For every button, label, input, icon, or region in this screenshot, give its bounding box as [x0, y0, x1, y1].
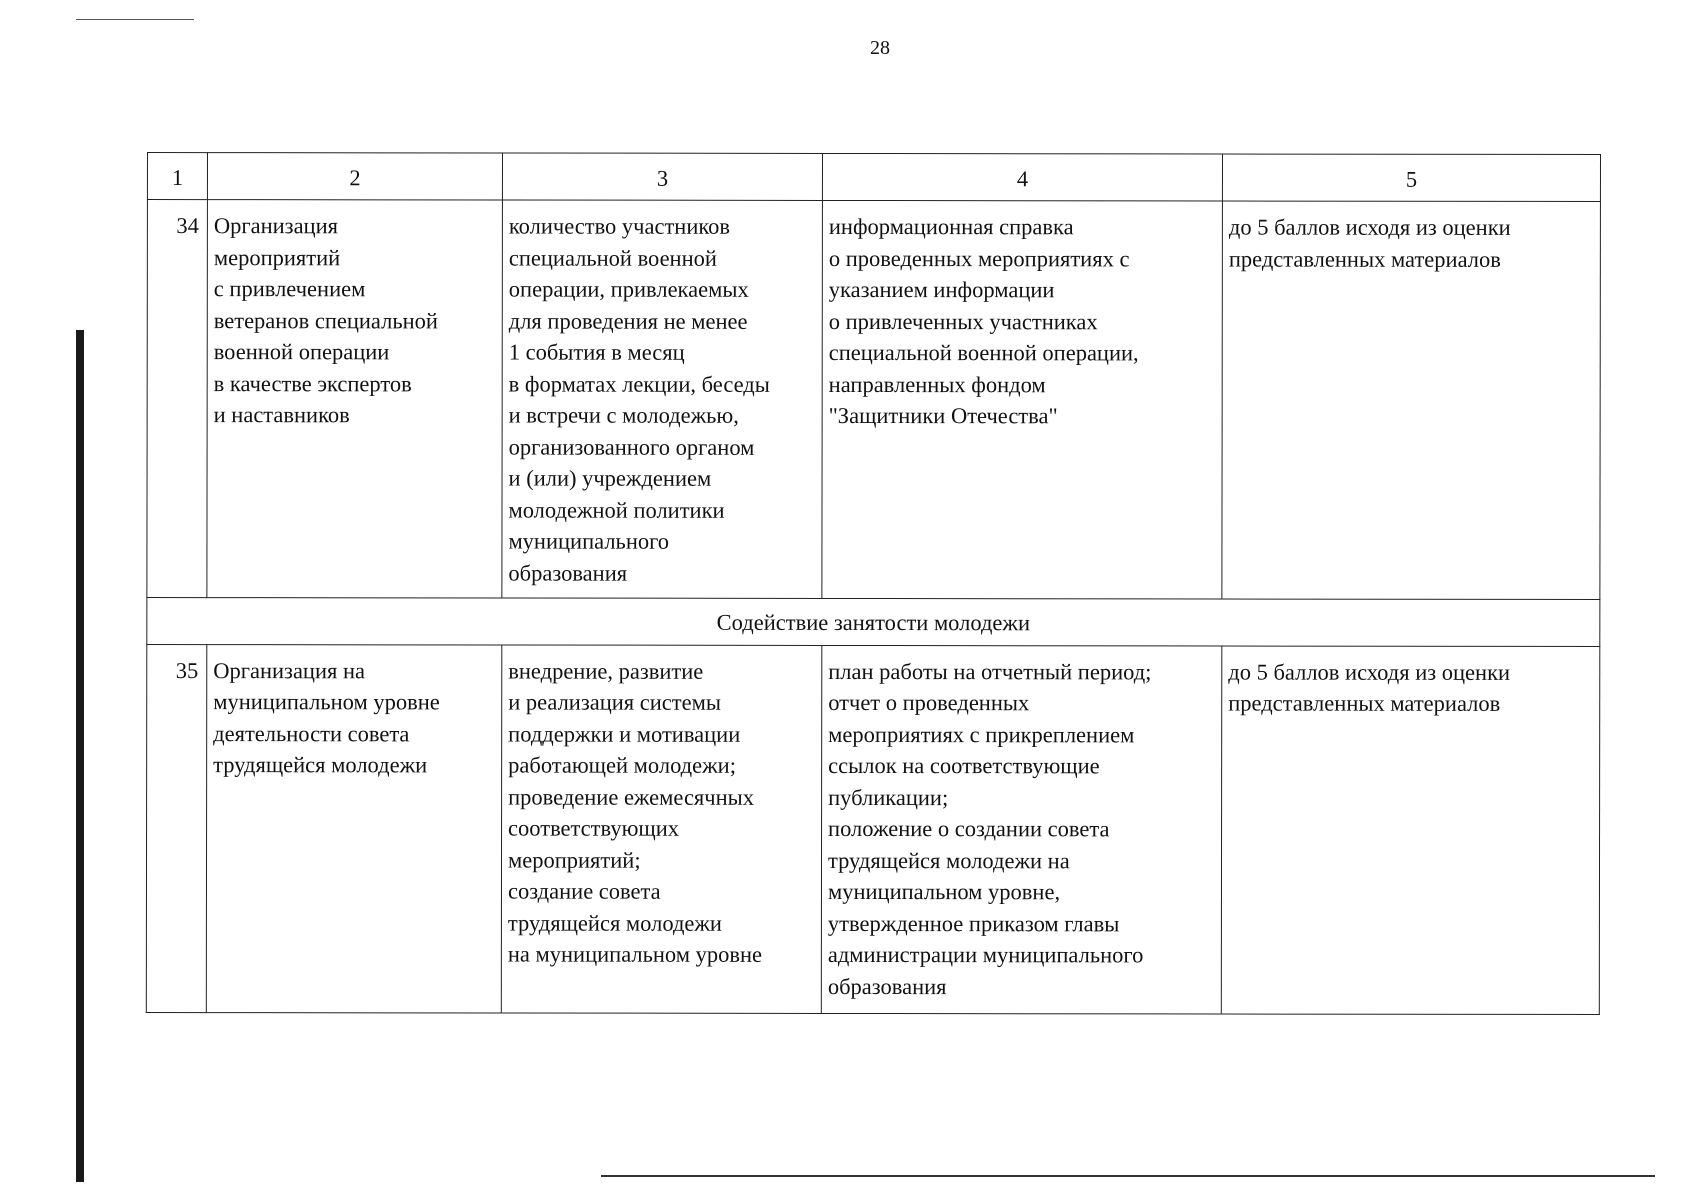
scan-artifact-top: [76, 19, 194, 20]
scan-artifact-bottom-line: [601, 1175, 1655, 1177]
row-confirmation: информационная справка о проведенных мероприятиях с указанием информации о привлеченных участниках специальной военной операции, направленных фондом "Защитники Отечества": [822, 200, 1223, 599]
header-cell-1: 1: [147, 153, 207, 200]
header-cell-4: 4: [822, 153, 1222, 201]
row-confirmation: план работы на отчетный период; отчет о проведенных мероприятиях с прикреплением ссылок на соответствующие публикации; положение о создании совета трудящейся молодежи на муниципальном уровне, утвержденное приказом главы администрации муниципального образования: [821, 645, 1222, 1014]
page-number: 28: [870, 37, 890, 59]
table-row: [147, 200, 1601, 600]
row-number: 35: [146, 644, 207, 1012]
scan-artifact-left-bar: [76, 330, 84, 1182]
criteria-table: [146, 152, 1601, 1015]
header-cell-2: 2: [207, 153, 502, 200]
section-header-row: [147, 598, 1600, 647]
row-indicator: количество участников специальной военной операции, привлекаемых для проведения не менее 1 события в месяц в форматах лекции, беседы и встречи с молодежью, организованного органом и (или) учреждением молодежной политики муниципального образования: [502, 200, 823, 598]
section-title: Содействие занятости молодежи: [147, 598, 1600, 647]
row-score: до 5 баллов исходя из оценки представленных материалов: [1222, 201, 1601, 600]
table-header-row: [147, 153, 1600, 202]
header-cell-5: 5: [1222, 154, 1600, 202]
row-event-name: Организация мероприятий с привлечением ветеранов специальной военной операции в качестве экспертов и наставников: [207, 200, 503, 598]
table-row: [146, 644, 1600, 1014]
row-score: до 5 баллов исходя из оценки представленных материалов: [1221, 646, 1600, 1015]
row-number: 34: [147, 200, 208, 598]
row-event-name: Организация на муниципальном уровне деятельности совета трудящейся молодежи: [206, 644, 502, 1012]
header-cell-3: 3: [502, 153, 822, 200]
row-indicator: внедрение, развитие и реализация системы поддержки и мотивации работающей молодежи; проведение ежемесячных соответствующих мероприятий; создание совета трудящейся молодежи на муниципальном уровне: [501, 644, 822, 1012]
